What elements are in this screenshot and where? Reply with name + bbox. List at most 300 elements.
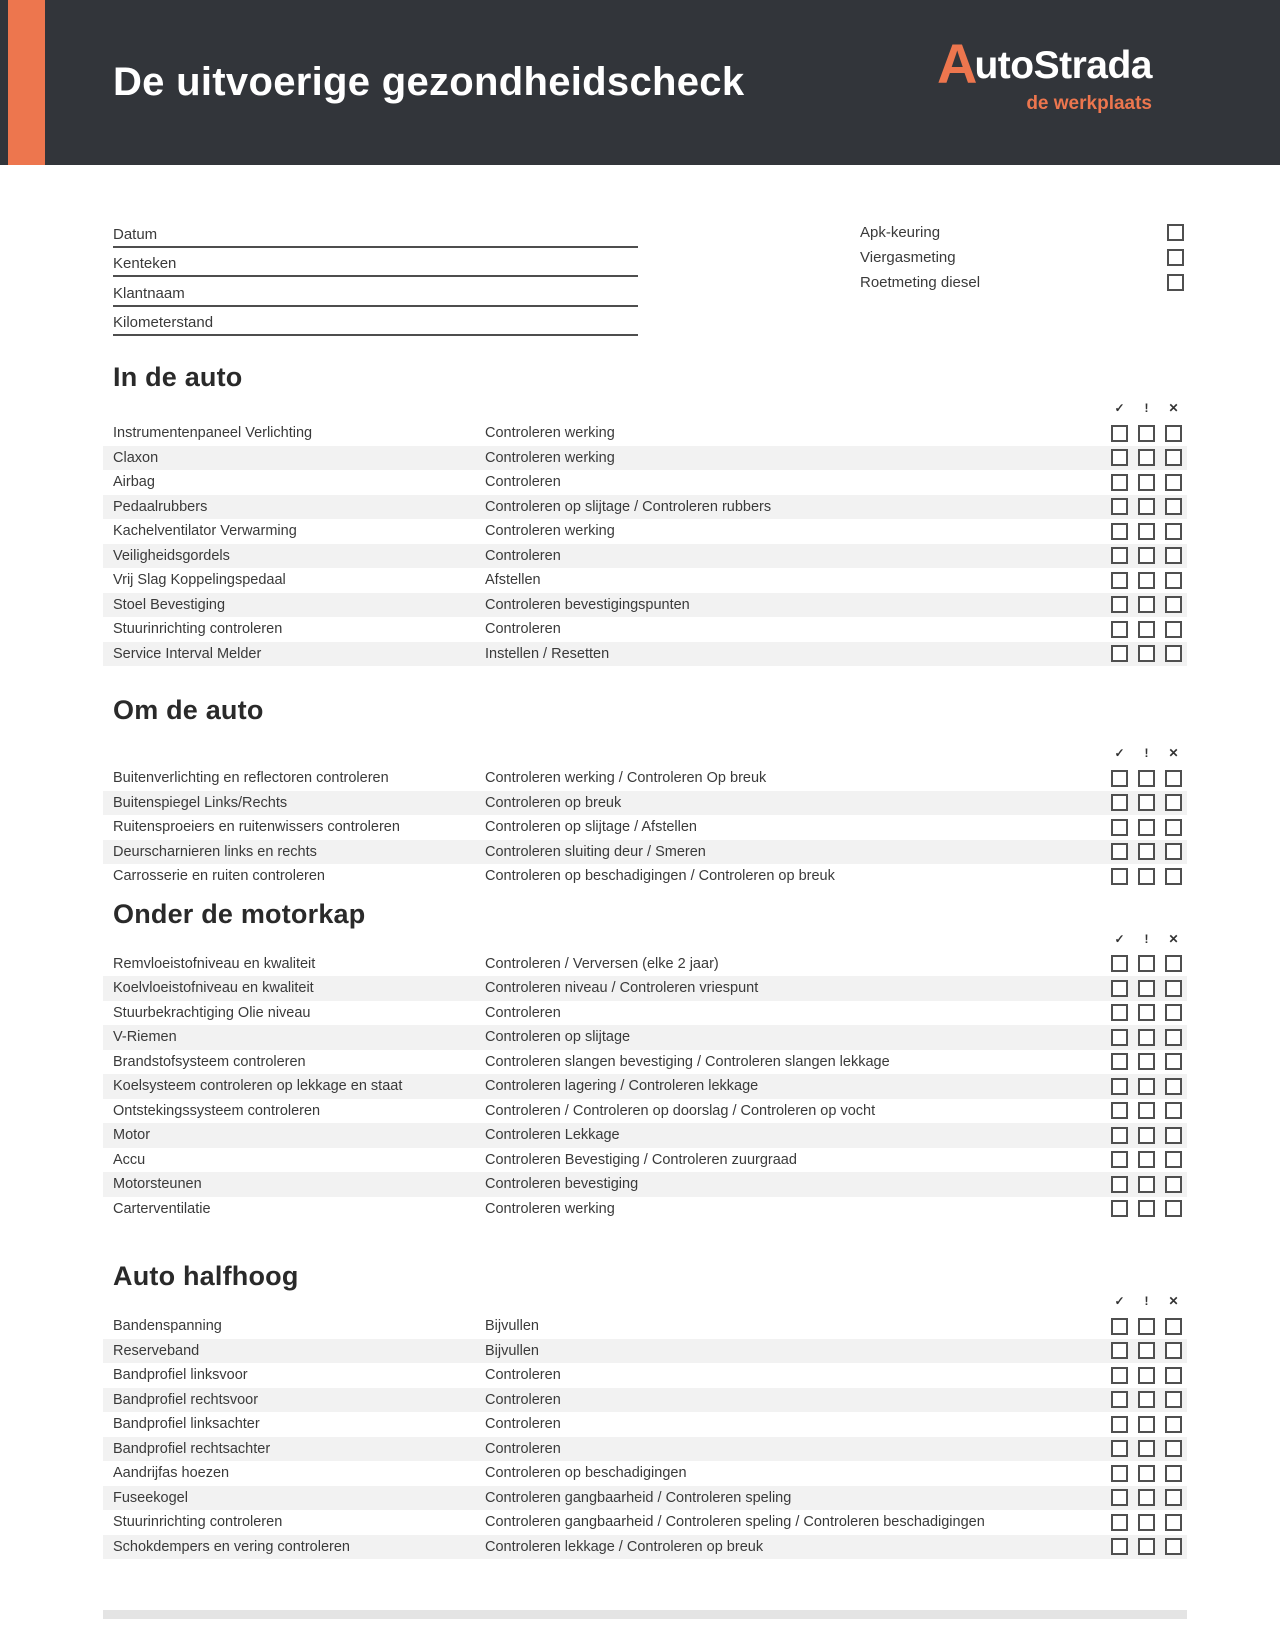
checkbox-fail[interactable] [1165,1053,1182,1070]
field-klantnaam[interactable] [113,277,638,307]
action-label: Controleren [485,1416,561,1433]
check-row [103,1363,1187,1388]
item-label: Veiligheidsgordels [113,547,230,564]
row-checkboxes [1101,547,1182,564]
action-label: Controleren op slijtage [485,1029,631,1046]
item-label: Koelsysteem controleren op lekkage en staat [113,1078,403,1095]
action-label: Controleren op beschadigingen [485,1465,687,1482]
form-area [103,218,1187,336]
page-bottom-row-edge [103,1610,1187,1619]
checkbox-ok[interactable] [1111,1078,1128,1095]
check-row [103,791,1187,816]
checkbox-attention[interactable] [1138,1004,1155,1021]
field-kilometerstand[interactable] [113,307,638,337]
row-checkboxes [1101,843,1182,860]
row-checkboxes [1101,1127,1182,1144]
checkbox-attention[interactable] [1138,1151,1155,1168]
action-label: Controleren [485,1391,561,1408]
item-label: Carterventilatie [113,1200,211,1217]
item-label: Bandprofiel rechtsvoor [113,1391,259,1408]
checkbox-ok[interactable] [1111,1416,1128,1433]
page-title: De uitvoerige gezondheidscheck [113,60,745,104]
item-label: Koelvloeistofniveau en kwaliteit [113,980,314,997]
logo-name-rest: utoStrada [974,44,1152,87]
check-row [103,617,1187,642]
row-checkboxes [1101,523,1182,540]
action-label: Controleren [485,474,561,491]
column-mark-attention-icon: ! [1144,401,1149,415]
checkbox-ok[interactable] [1111,1176,1128,1193]
checkbox-attention[interactable] [1138,1538,1155,1555]
check-row [103,1025,1187,1050]
field-label-datum: Datum [113,225,158,243]
item-label: Reserveband [113,1342,200,1359]
checkbox-ok[interactable] [1111,449,1128,466]
checkbox-fail[interactable] [1165,1514,1182,1531]
column-mark-attention-icon: ! [1144,1294,1149,1308]
section-rows [103,421,1187,666]
checkbox-fail[interactable] [1165,794,1182,811]
row-checkboxes [1101,1367,1182,1384]
checkbox-apk-keuring[interactable] [1167,224,1184,241]
action-label: Controleren op slijtage / Afstellen [485,819,697,836]
section-rows [103,1314,1187,1559]
checkbox-fail[interactable] [1165,819,1182,836]
action-label: Controleren werking [485,425,615,442]
check-column-headers [103,931,1187,947]
check-row [103,766,1187,791]
check-row [103,1001,1187,1026]
check-row [103,864,1187,889]
autostrada-logo [937,32,1152,114]
row-checkboxes [1101,1004,1182,1021]
item-label: Motor [113,1127,151,1144]
checkbox-ok[interactable] [1111,1127,1128,1144]
checkbox-attention[interactable] [1138,449,1155,466]
checkbox-ok[interactable] [1111,794,1128,811]
checkbox-attention[interactable] [1138,1127,1155,1144]
row-checkboxes [1101,1102,1182,1119]
checkbox-ok[interactable] [1111,868,1128,885]
header [0,0,1280,165]
item-label: Bandenspanning [113,1318,222,1335]
check-row [103,1510,1187,1535]
checkbox-attention[interactable] [1138,547,1155,564]
column-mark-ok-icon: ✓ [1114,746,1125,760]
section-title: Auto halfhoog [113,1261,299,1291]
check-row [103,1437,1187,1462]
check-row [103,1099,1187,1124]
item-label: Motorsteunen [113,1176,202,1193]
row-checkboxes [1101,425,1182,442]
check-row [103,519,1187,544]
column-mark-ok-icon: ✓ [1114,931,1125,946]
checkbox-attention[interactable] [1138,1200,1155,1217]
action-label: Controleren / Verversen (elke 2 jaar) [485,955,719,972]
row-checkboxes [1101,621,1182,638]
check-row [103,1197,1187,1222]
checkbox-attention[interactable] [1138,1102,1155,1119]
action-label: Controleren [485,621,561,638]
row-checkboxes [1101,1342,1182,1359]
action-label: Controleren niveau / Controleren vriespunt [485,980,759,997]
checkbox-attention[interactable] [1138,770,1155,787]
item-label: Deurscharnieren links en rechts [113,843,317,860]
action-label: Controleren sluiting deur / Smeren [485,843,706,860]
checkbox-ok[interactable] [1111,1004,1128,1021]
form-options [860,220,1184,295]
row-checkboxes [1101,1078,1182,1095]
checkbox-fail[interactable] [1165,955,1182,972]
checkbox-ok[interactable] [1111,523,1128,540]
checkbox-fail[interactable] [1165,621,1182,638]
checkbox-fail[interactable] [1165,645,1182,662]
check-row [103,1339,1187,1364]
row-checkboxes [1101,955,1182,972]
checkbox-attention[interactable] [1138,1416,1155,1433]
row-checkboxes [1101,1391,1182,1408]
checkbox-attention[interactable] [1138,819,1155,836]
checkbox-ok[interactable] [1111,770,1128,787]
check-column-headers [103,745,1187,761]
checkbox-fail[interactable] [1165,980,1182,997]
checkbox-fail[interactable] [1165,498,1182,515]
checkbox-attention[interactable] [1138,1078,1155,1095]
checkbox-attention[interactable] [1138,425,1155,442]
checkbox-attention[interactable] [1138,1514,1155,1531]
checkbox-fail[interactable] [1165,1102,1182,1119]
checkbox-attention[interactable] [1138,596,1155,613]
check-row [103,495,1187,520]
checkbox-attention[interactable] [1138,1391,1155,1408]
checkbox-ok[interactable] [1111,1151,1128,1168]
checkbox-ok[interactable] [1111,1465,1128,1482]
row-checkboxes [1101,1029,1182,1046]
action-label: Controleren gangbaarheid / Controleren speling [485,1489,792,1506]
checkbox-ok[interactable] [1111,1200,1128,1217]
section-title: Om de auto [113,695,264,725]
action-label: Bijvullen [485,1342,539,1359]
row-checkboxes [1101,1416,1182,1433]
check-column-headers [103,1293,1187,1309]
row-checkboxes [1101,1465,1182,1482]
row-checkboxes [1101,474,1182,491]
checkbox-fail[interactable] [1165,868,1182,885]
logo-tagline: de werkplaats [1026,93,1152,114]
action-label: Controleren / Controleren op doorslag / Controleren op vocht [485,1102,876,1119]
column-mark-attention-icon: ! [1144,931,1149,946]
option-label-apk-keuring: Apk-keuring [860,224,941,241]
checkbox-ok[interactable] [1111,955,1128,972]
checkbox-fail[interactable] [1165,1318,1182,1335]
logo-wordmark [937,32,1152,95]
checkbox-ok[interactable] [1111,547,1128,564]
check-row [103,952,1187,977]
column-mark-ok-icon: ✓ [1114,1294,1125,1308]
check-row [103,1148,1187,1173]
checkbox-fail[interactable] [1165,1489,1182,1506]
checkbox-fail[interactable] [1165,425,1182,442]
check-row [103,1123,1187,1148]
checkbox-fail[interactable] [1165,596,1182,613]
check-row [103,544,1187,569]
section-rows [103,952,1187,1222]
check-row [103,840,1187,865]
item-label: Carrosserie en ruiten controleren [113,868,325,885]
action-label: Controleren bevestigingspunten [485,596,690,613]
check-row [103,1388,1187,1413]
checkbox-fail[interactable] [1165,770,1182,787]
row-checkboxes [1101,1176,1182,1193]
action-label: Controleren bevestiging [485,1176,639,1193]
check-row [103,593,1187,618]
check-row [103,815,1187,840]
item-label: Pedaalrubbers [113,498,208,515]
row-checkboxes [1101,572,1182,589]
option-viergasmeting [860,245,1184,270]
checkbox-attention[interactable] [1138,794,1155,811]
checkbox-fail[interactable] [1165,1367,1182,1384]
checkbox-fail[interactable] [1165,1004,1182,1021]
item-label: Bandprofiel linksvoor [113,1367,248,1384]
field-label-kilometerstand: Kilometerstand [113,314,214,331]
checkbox-attention[interactable] [1138,523,1155,540]
option-label-viergasmeting: Viergasmeting [860,249,956,266]
checkbox-fail[interactable] [1165,1029,1182,1046]
check-row [103,976,1187,1001]
item-label: Vrij Slag Koppelingspedaal [113,572,286,589]
checklist-sections [103,362,1187,1559]
checkbox-attention[interactable] [1138,498,1155,515]
column-mark-ok-icon: ✓ [1114,401,1125,415]
item-label: Brandstofsysteem controleren [113,1053,306,1070]
checkbox-fail[interactable] [1165,1176,1182,1193]
item-label: Fuseekogel [113,1489,188,1506]
check-row [103,642,1187,667]
action-label: Controleren [485,1367,561,1384]
row-checkboxes [1101,1151,1182,1168]
check-row [103,1074,1187,1099]
checkbox-ok[interactable] [1111,1489,1128,1506]
action-label: Controleren werking [485,523,615,540]
action-label: Controleren op breuk [485,794,622,811]
action-label: Controleren op slijtage / Controleren rubbers [485,498,772,515]
checkbox-attention[interactable] [1138,621,1155,638]
check-row [103,421,1187,446]
checkbox-fail[interactable] [1165,843,1182,860]
item-label: Stuurbekrachtiging Olie niveau [113,1004,311,1021]
checkbox-ok[interactable] [1111,1538,1128,1555]
row-checkboxes [1101,770,1182,787]
row-checkboxes [1101,794,1182,811]
checkbox-attention[interactable] [1138,1176,1155,1193]
section-om-de-auto [103,695,1187,889]
checkbox-ok[interactable] [1111,1318,1128,1335]
checkbox-ok[interactable] [1111,1514,1128,1531]
checkbox-attention[interactable] [1138,1342,1155,1359]
item-label: Accu [113,1151,146,1168]
checkbox-ok[interactable] [1111,596,1128,613]
action-label: Controleren werking [485,1200,615,1217]
checkbox-viergasmeting[interactable] [1167,249,1184,266]
section-in-de-auto [103,362,1187,666]
action-label: Controleren [485,547,561,564]
checkbox-attention[interactable] [1138,1489,1155,1506]
form-fields [113,218,638,336]
action-label: Controleren gangbaarheid / Controleren speling / Controleren beschadigingen [485,1514,985,1531]
checkbox-attention[interactable] [1138,955,1155,972]
checkbox-fail[interactable] [1165,1151,1182,1168]
action-label: Instellen / Resetten [485,645,610,662]
checkbox-attention[interactable] [1138,474,1155,491]
checkbox-ok[interactable] [1111,843,1128,860]
column-mark-fail-icon: ✕ [1168,746,1179,760]
checkbox-ok[interactable] [1111,980,1128,997]
field-datum[interactable] [113,218,638,248]
section-auto-halfhoog [103,1261,1187,1559]
checkbox-fail[interactable] [1165,1078,1182,1095]
checkbox-attention[interactable] [1138,1440,1155,1457]
item-label: Buitenverlichting en reflectoren controleren [113,770,389,787]
item-label: Bandprofiel rechtsachter [113,1440,271,1457]
check-row [103,1314,1187,1339]
row-checkboxes [1101,1440,1182,1457]
item-label: Stuurinrichting controleren [113,1514,283,1531]
row-checkboxes [1101,1318,1182,1335]
checkbox-fail[interactable] [1165,1200,1182,1217]
check-column-headers [103,400,1187,416]
action-label: Controleren op beschadigingen / Controleren op breuk [485,868,835,885]
item-label: Buitenspiegel Links/Rechts [113,794,288,811]
row-checkboxes [1101,645,1182,662]
checkbox-attention[interactable] [1138,1029,1155,1046]
check-row [103,1461,1187,1486]
check-row [103,1486,1187,1511]
check-row [103,1535,1187,1560]
action-label: Controleren slangen bevestiging / Controleren slangen lekkage [485,1053,890,1070]
field-label-kenteken: Kenteken [113,255,177,272]
action-label: Controleren lekkage / Controleren op breuk [485,1538,764,1555]
checkbox-attention[interactable] [1138,1053,1155,1070]
column-mark-fail-icon: ✕ [1168,931,1179,946]
checkbox-fail[interactable] [1165,1416,1182,1433]
item-label: Claxon [113,449,159,466]
checkbox-ok[interactable] [1111,1102,1128,1119]
item-label: Service Interval Melder [113,645,262,662]
row-checkboxes [1101,1053,1182,1070]
check-row [103,1412,1187,1437]
checkbox-ok[interactable] [1111,572,1128,589]
checkbox-fail[interactable] [1165,547,1182,564]
checkbox-fail[interactable] [1165,449,1182,466]
option-roetmeting-diesel [860,270,1184,295]
checkbox-fail[interactable] [1165,1391,1182,1408]
accent-strip [8,0,45,165]
field-label-klantnaam: Klantnaam [113,284,185,302]
row-checkboxes [1101,1538,1182,1555]
section-onder-de-motorkap [103,899,1187,1222]
checkbox-attention[interactable] [1138,1318,1155,1335]
action-label: Controleren [485,1004,561,1021]
checkbox-ok[interactable] [1111,425,1128,442]
item-label: Remvloeistofniveau en kwaliteit [113,955,316,972]
checkbox-attention[interactable] [1138,868,1155,885]
row-checkboxes [1101,498,1182,515]
check-row [103,446,1187,471]
checkbox-attention[interactable] [1138,572,1155,589]
checkbox-ok[interactable] [1111,1053,1128,1070]
checkbox-ok[interactable] [1111,1029,1128,1046]
checkbox-attention[interactable] [1138,1367,1155,1384]
checkbox-ok[interactable] [1111,1342,1128,1359]
checkbox-ok[interactable] [1111,645,1128,662]
row-checkboxes [1101,1514,1182,1531]
checkbox-attention[interactable] [1138,1465,1155,1482]
item-label: V-Riemen [113,1029,177,1046]
checkbox-fail[interactable] [1165,572,1182,589]
item-label: Instrumentenpaneel Verlichting [113,425,313,442]
option-apk-keuring [860,220,1184,245]
row-checkboxes [1101,980,1182,997]
check-row [103,568,1187,593]
row-checkboxes [1101,1200,1182,1217]
item-label: Ruitensproeiers en ruitenwissers controleren [113,819,400,836]
item-label: Ontstekingssysteem controleren [113,1102,321,1119]
item-label: Stoel Bevestiging [113,596,226,613]
checkbox-attention[interactable] [1138,645,1155,662]
checkbox-attention[interactable] [1138,980,1155,997]
column-mark-fail-icon: ✕ [1168,1294,1179,1308]
check-row [103,1172,1187,1197]
action-label: Controleren lagering / Controleren lekkage [485,1078,759,1095]
check-row [103,1050,1187,1075]
checkbox-fail[interactable] [1165,1538,1182,1555]
checkbox-ok[interactable] [1111,621,1128,638]
section-rows [103,766,1187,889]
row-checkboxes [1101,819,1182,836]
item-label: Stuurinrichting controleren [113,621,283,638]
checkbox-ok[interactable] [1111,498,1128,515]
item-label: Kachelventilator Verwarming [113,523,297,540]
checkbox-fail[interactable] [1165,523,1182,540]
checkbox-ok[interactable] [1111,1367,1128,1384]
checkbox-fail[interactable] [1165,1465,1182,1482]
section-title: Onder de motorkap [113,898,366,929]
row-checkboxes [1101,1489,1182,1506]
checkbox-fail[interactable] [1165,1342,1182,1359]
checkbox-fail[interactable] [1165,1440,1182,1457]
row-checkboxes [1101,449,1182,466]
checkbox-fail[interactable] [1165,474,1182,491]
checkbox-ok[interactable] [1111,1440,1128,1457]
checkbox-attention[interactable] [1138,843,1155,860]
checkbox-ok[interactable] [1111,474,1128,491]
row-checkboxes [1101,868,1182,885]
action-label: Controleren Lekkage [485,1127,620,1144]
checkbox-ok[interactable] [1111,1391,1128,1408]
checkbox-roetmeting-diesel[interactable] [1167,274,1184,291]
action-label: Controleren Bevestiging / Controleren zuurgraad [485,1151,797,1168]
section-title: In de auto [113,362,243,392]
action-label: Controleren werking [485,449,615,466]
checkbox-fail[interactable] [1165,1127,1182,1144]
action-label: Controleren [485,1440,561,1457]
column-mark-fail-icon: ✕ [1168,401,1179,415]
logo-letter-a: A [937,32,975,95]
check-row [103,470,1187,495]
checkbox-ok[interactable] [1111,819,1128,836]
field-kenteken[interactable] [113,248,638,278]
